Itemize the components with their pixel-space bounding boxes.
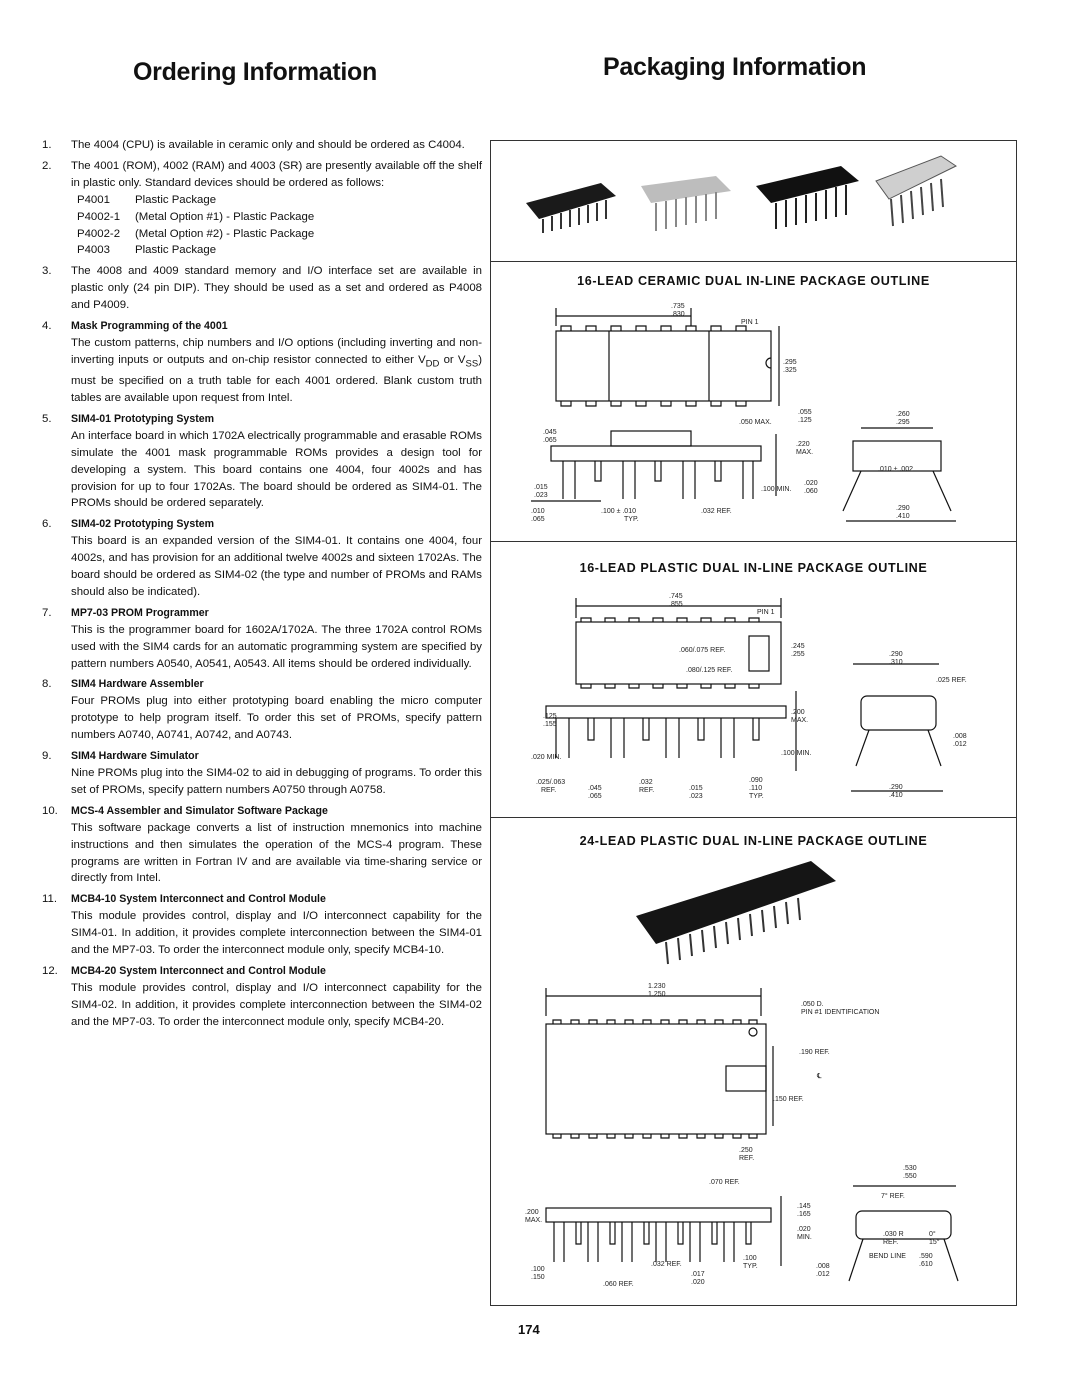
- dim-label: .008: [953, 733, 967, 740]
- list-item: 10. MCS-4 Assembler and Simulator Software Package This software package converts a list of instruction mnemonics into machine instructions and then simulates the operation of the MCS-4 program. These programs are written in Fortran IV and are available via time-sharing service or directly from Intel.: [42, 804, 482, 885]
- dim-label: .023: [534, 492, 548, 499]
- dim-label: .145: [797, 1203, 811, 1210]
- list-item: 7. MP7-03 PROM Programmer This is the programmer board for 1602A/1702A. The three 1702A control ROMs used with the SIM4 cards for an automatic programming system are specified by pattern numbers A0540, A0541, A0543. All items should be ordered individually.: [42, 606, 482, 670]
- dim-label: .100: [743, 1255, 757, 1262]
- dim-label: REF.: [639, 787, 655, 794]
- plastic16-outline-drawing: [491, 586, 1016, 811]
- dim-label: .025/.063: [536, 779, 566, 786]
- dim-label: .110: [749, 785, 763, 792]
- dim-label: .012: [953, 741, 967, 748]
- dim-label: 15°: [929, 1239, 940, 1246]
- dim-label: .150 REF.: [773, 1096, 804, 1103]
- ordering-title: Ordering Information: [133, 58, 378, 86]
- dim-label: .060/.075 REF.: [679, 647, 726, 654]
- dim-label: .100: [531, 1266, 545, 1273]
- dim-label: .030 R: [883, 1231, 904, 1238]
- dim-label: .050 MAX.: [739, 419, 772, 426]
- dim-label: .610: [919, 1261, 933, 1268]
- dim-label: .065: [588, 793, 602, 800]
- dim-label: .055: [798, 409, 812, 416]
- list-item: 4. Mask Programming of the 4001 The custom patterns, chip numbers and I/O options (including inverting and non-inverting inputs or outputs and on-chip resistor connected to either $V_{DD}$ or $V_{SS}$) must be specified on a truth table for each 4001 ordered. Blank custom truth tables are available upon request from Intel.: [42, 320, 482, 404]
- dim-label: PIN 1: [757, 609, 775, 616]
- dim-label: ℄: [817, 1073, 822, 1080]
- dim-label: .065: [531, 516, 545, 523]
- dim-label: .032 REF.: [701, 508, 732, 515]
- section-title-plastic24: 24-LEAD PLASTIC DUAL IN-LINE PACKAGE OUTLINE: [579, 834, 928, 848]
- dim-label: .015: [534, 484, 548, 491]
- dim-label: .025 REF.: [936, 677, 967, 684]
- dim-label: .295: [783, 359, 797, 366]
- item-heading: MP7-03 PROM Programmer: [71, 606, 209, 619]
- dim-label: .290: [896, 505, 910, 512]
- dim-label: .060 REF.: [603, 1281, 634, 1288]
- dim-label: MIN.: [797, 1234, 812, 1241]
- dim-label: BEND LINE: [869, 1253, 906, 1260]
- chip-image-24: [636, 861, 836, 964]
- dim-label: 1.250: [648, 991, 666, 998]
- dim-label: .015: [689, 785, 703, 792]
- dim-label: .032: [639, 779, 653, 786]
- dim-label: .100 ± .010: [601, 508, 636, 515]
- dim-label: .745: [669, 593, 683, 600]
- dim-label: TYP.: [749, 793, 764, 800]
- dim-label: .200: [525, 1209, 539, 1216]
- dim-label: TYP.: [743, 1263, 758, 1270]
- dim-label: .550: [903, 1173, 917, 1180]
- chip-image-1: [526, 183, 616, 233]
- item-heading: MCB4-10 System Interconnect and Control Module: [71, 893, 326, 906]
- dim-label: MAX.: [791, 717, 809, 724]
- dim-label: .020: [804, 480, 818, 487]
- list-item: 12. MCB4-20 System Interconnect and Control Module This module provides control, display and I/O interconnect capability for the SIM4-02. In addition, it provides complete interconnection between the SIM4-02 and the MP7-03. To order the interconnect module only, specify MCB4-20.: [42, 964, 482, 1028]
- packaging-title: Packaging Information: [603, 53, 867, 81]
- item-heading: SIM4-01 Prototyping System: [71, 412, 215, 425]
- dim-label: .735: [671, 303, 685, 310]
- dim-label: .590: [919, 1253, 933, 1260]
- list-item: 11. MCB4-10 System Interconnect and Control Module This module provides control, display and I/O interconnect capability for the SIM4-01. In addition, it provides complete interconnection between the SIM4-01 and the MP7-03. To order the interconnect module only, specify MCB4-10.: [42, 893, 482, 957]
- dim-label: .020: [691, 1279, 705, 1286]
- item-heading: SIM4 Hardware Assembler: [71, 678, 204, 691]
- ceramic16-outline-drawing: [491, 296, 1016, 541]
- dim-label: PIN #1 IDENTIFICATION: [801, 1009, 880, 1016]
- dim-label: 7° REF.: [881, 1193, 905, 1200]
- plastic24-outline-drawing: [491, 856, 1016, 1301]
- dim-label: 1.230: [648, 983, 666, 990]
- list-item: 3. The 4008 and 4009 standard memory and I/O interface set are available in plastic only (24 pin DIP). They should be used as a set and ordered as P4008 and P4009.: [42, 265, 482, 312]
- dim-label: .245: [791, 643, 805, 650]
- package-row: P4001 Plastic Package: [77, 193, 217, 206]
- divider: [491, 541, 1016, 542]
- dim-label: .045: [588, 785, 602, 792]
- dim-label: .070 REF.: [709, 1179, 740, 1186]
- dim-label: .830: [671, 311, 685, 318]
- dim-label: .032 REF.: [651, 1261, 682, 1268]
- divider: [491, 261, 1016, 262]
- dim-label: .190 REF.: [799, 1049, 830, 1056]
- dim-label: .100 MIN.: [761, 486, 792, 493]
- dim-label: .090: [749, 777, 763, 784]
- chip-image-3: [756, 166, 859, 229]
- dim-label: .010: [531, 508, 545, 515]
- item-heading: SIM4 Hardware Simulator: [71, 750, 199, 763]
- dim-label: .410: [889, 792, 903, 799]
- list-item: 6. SIM4-02 Prototyping System This board is an expanded version of the SIM4-01. It contains one 4004, four 4002s, and has provision for an additional twelve 4002s and sixteen 1702As. The board should be ordered as SIM4-02 (the type and number of PROMs and RAMs should also be indicated).: [42, 518, 482, 598]
- dim-label: .290: [889, 784, 903, 791]
- dim-label: .010 ± .002: [878, 466, 913, 473]
- dim-label: .290: [889, 651, 903, 658]
- dim-label: .250: [739, 1147, 753, 1154]
- dim-label: .008: [816, 1263, 830, 1270]
- dim-label: .020 MIN.: [531, 754, 562, 761]
- dim-label: .125: [543, 713, 557, 720]
- chip-image-2: [641, 176, 731, 231]
- item-heading: MCS-4 Assembler and Simulator Software Package: [71, 804, 328, 817]
- dim-label: .045: [543, 429, 557, 436]
- dim-label: REF.: [739, 1155, 755, 1162]
- dim-label: .155: [543, 721, 557, 728]
- ordering-list: [42, 137, 482, 1035]
- list-item: 9. SIM4 Hardware Simulator Nine PROMs plug into the SIM4-02 to aid in debugging of programs. To order this set of PROMs, specify pattern numbers A0750 through A0758.: [42, 750, 482, 796]
- dim-label: .410: [896, 513, 910, 520]
- list-item: 8. SIM4 Hardware Assembler Four PROMs plug into either prototyping board enabling the micro computer prototype to help program itself. To order this set of PROMs, specify pattern numbers A0740, A0741, A0742, and A0743.: [42, 678, 482, 742]
- list-item: 1. The 4004 (CPU) is available in ceramic only and should be ordered as C4004.: [42, 139, 465, 151]
- dim-label: .530: [903, 1165, 917, 1172]
- package-row: P4003 Plastic Package: [77, 244, 217, 257]
- dim-label: .855: [669, 601, 683, 608]
- dim-label: .165: [797, 1211, 811, 1218]
- chip-image-4: [876, 156, 956, 226]
- dim-label: .325: [783, 367, 797, 374]
- dim-label: REF.: [883, 1239, 899, 1246]
- dim-label: PIN 1: [741, 319, 759, 326]
- dim-label: .220: [796, 441, 810, 448]
- list-item: 5. SIM4-01 Prototyping System An interface board in which 1702A electrically programmable and erasable ROMs simulate the 4001 mask programmable ROMs provides a design tool for developing a system. This board contains one 4004, four 4002s and has provision for up to four 1702As. The board should be ordered as SIM4-01. The PROMs should be ordered separately.: [42, 412, 482, 510]
- list-item: 2. The 4001 (ROM), 4002 (RAM) and 4003 (SR) are presently available off the shelf in plastic only. Standard devices should be ordered as follows: P4001 Plastic Package P4002-1 (Metal Option #1) - Plastic Package P4002-2 (Metal Option #2) - Plastic Package P4003 Plastic Package: [42, 158, 482, 259]
- dim-label: .125: [798, 417, 812, 424]
- dim-label: .023: [689, 793, 703, 800]
- dim-label: .100 MIN.: [781, 750, 812, 757]
- dim-label: TYP.: [624, 516, 639, 523]
- dim-label: .260: [896, 411, 910, 418]
- divider: [491, 817, 1016, 818]
- dim-label: .020: [797, 1226, 811, 1233]
- package-row: P4002-1 (Metal Option #1) - Plastic Package: [77, 210, 315, 223]
- dim-label: .150: [531, 1274, 545, 1281]
- section-title-ceramic16: 16-LEAD CERAMIC DUAL IN-LINE PACKAGE OUTLINE: [577, 274, 930, 288]
- item-heading: MCB4-20 System Interconnect and Control Module: [71, 964, 326, 977]
- dim-label: MAX.: [796, 449, 814, 456]
- dim-label: .080/.125 REF.: [686, 667, 733, 674]
- dim-label: .050 D.: [801, 1001, 824, 1008]
- dim-label: 0°: [929, 1231, 936, 1238]
- package-row: P4002-2 (Metal Option #2) - Plastic Package: [77, 227, 315, 240]
- dim-label: .200: [791, 709, 805, 716]
- packaging-panel: [490, 140, 1017, 1306]
- dim-label: .012: [816, 1271, 830, 1278]
- dim-label: .310: [889, 659, 903, 666]
- dim-label: .255: [791, 651, 805, 658]
- chip-photo: [491, 141, 1016, 261]
- item-heading: SIM4-02 Prototyping System: [71, 518, 215, 531]
- page-number: 174: [518, 1322, 540, 1337]
- dim-label: .065: [543, 437, 557, 444]
- dim-label: MAX.: [525, 1217, 543, 1224]
- dim-label: .295: [896, 419, 910, 426]
- item-heading: Mask Programming of the 4001: [71, 320, 228, 333]
- dim-label: REF.: [541, 787, 557, 794]
- section-title-plastic16: 16-LEAD PLASTIC DUAL IN-LINE PACKAGE OUTLINE: [579, 561, 928, 575]
- dim-label: .017: [691, 1271, 705, 1278]
- dim-label: .060: [804, 488, 818, 495]
